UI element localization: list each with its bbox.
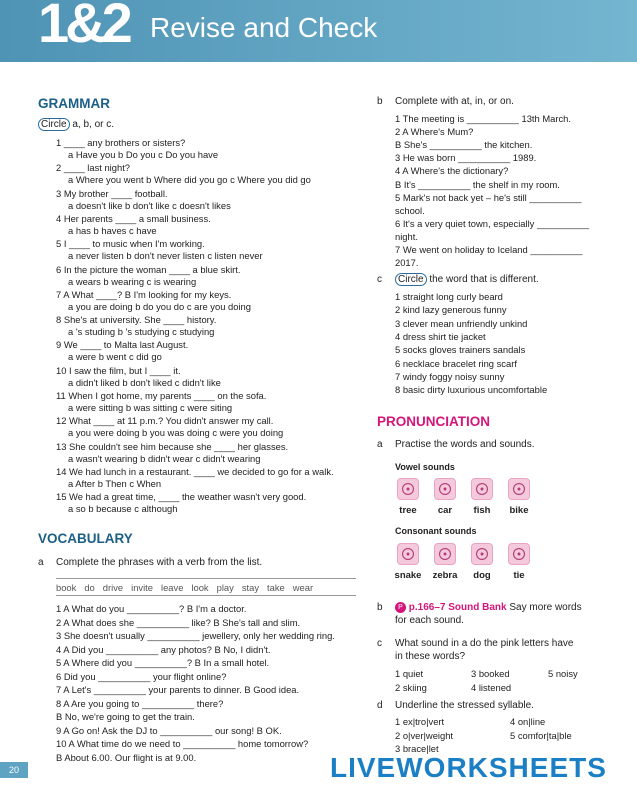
sound-word: bike <box>509 505 529 516</box>
grammar-question: 5 I ____ to music when I'm working. <box>56 238 205 250</box>
unit-number: 1&2 <box>38 0 129 54</box>
sound-word: snake <box>394 570 422 581</box>
grammar-question: 15 We had a great time, ____ the weather wasn't very good. <box>56 491 307 503</box>
pron-c-instruction: What sound in a do the pink letters have <box>395 638 574 649</box>
pron-d-label: d <box>377 700 383 711</box>
word-list-item: wear <box>292 582 314 593</box>
vocab-a-item: 9 A Go on! Ask the DJ to __________ our song! B OK. <box>56 724 282 736</box>
vocab-a-item: 6 Did you __________ your flight online? <box>56 670 227 682</box>
pron-d-item-5: 5 comfor|ta|ble <box>510 730 572 741</box>
grammar-question: 10 I saw the film, but I ____ it. <box>56 364 181 376</box>
vocab-c-instruction: Circle the word that is different. <box>395 274 539 287</box>
pron-d-item-3: 3 brace|let <box>395 743 439 754</box>
vocabulary-heading: VOCABULARY <box>38 531 133 546</box>
grammar-options: a 's studing b 's studying c studying <box>68 326 215 338</box>
vocab-a-item: 10 A What time do we need to __________ home tomorrow? <box>56 738 309 749</box>
vocab-b-item: night. <box>395 230 418 242</box>
vocab-a-item: 7 A Let's __________ your parents to dinner. B Good idea. <box>56 684 300 695</box>
vocab-a-item: 5 A Where did you __________? B In a small hotel. <box>56 657 270 668</box>
grammar-options: a you were doing b you was doing c were you doing <box>68 427 284 439</box>
vocab-a-label: a <box>38 557 44 568</box>
vocab-b-item: 7 We went on holiday to Iceland __________ <box>395 244 583 255</box>
grammar-instruction: Circle a, b, or c. <box>38 119 114 132</box>
grammar-question: 3 My brother ____ football. <box>56 187 168 199</box>
sound-word: car <box>437 505 453 516</box>
vocab-c-item: 1 straight long curly beard <box>395 291 503 302</box>
pron-c-label: c <box>377 638 382 649</box>
sound-word: tree <box>399 505 417 516</box>
grammar-options: a never listen b don't never listen c listen never <box>68 250 263 262</box>
word-list-item: take <box>267 582 285 593</box>
sound-picture-icon <box>508 478 530 500</box>
pron-c-item-4: 4 listened <box>471 682 512 693</box>
circle-word: Circle <box>38 118 70 131</box>
grammar-question: 4 Her parents ____ a small business. <box>56 212 211 224</box>
pron-b-instruction: P p.166–7 Sound Bank Say more words <box>395 602 582 615</box>
vocab-a-item: 1 A What do you __________? B I'm a doctor. <box>56 603 247 614</box>
grammar-options: a so b because c although <box>68 503 178 515</box>
grammar-options: a you are doing b do you do c are you doing <box>68 300 251 312</box>
pron-b-instruction-2: for each sound. <box>395 615 464 626</box>
vocab-c-item: 7 windy foggy noisy sunny <box>395 370 505 382</box>
vocab-a-item: 8 A Are you going to __________ there? <box>56 697 224 709</box>
word-list-item: do <box>84 582 95 593</box>
vocab-c-item: 2 kind lazy generous funny <box>395 304 507 316</box>
pron-a-instruction: Practise the words and sounds. <box>395 439 535 450</box>
page-header <box>0 0 637 62</box>
grammar-options: a Where you went b Where did you go c Where you did go <box>68 174 311 186</box>
grammar-question: 8 She's at university. She ____ history. <box>56 314 217 326</box>
pron-d-item-1: 1 ex|tro|vert <box>395 716 445 727</box>
word-list-item: book <box>56 582 77 593</box>
word-list-item: stay <box>241 582 260 593</box>
vocab-b-item: B It's __________ the shelf in my room. <box>395 178 560 190</box>
vocab-b-instruction: Complete with at, in, or on. <box>395 96 514 107</box>
pron-c-item-1: 1 quiet <box>395 668 424 679</box>
grammar-options: a were b went c did go <box>68 351 162 363</box>
grammar-question: 7 A What ____? B I'm looking for my keys. <box>56 288 232 300</box>
vocab-c-label: c <box>377 274 382 285</box>
grammar-options: a Have you b Do you c Do you have <box>68 149 219 160</box>
vocab-a-instruction: Complete the phrases with a verb from the list. <box>56 557 263 568</box>
page-number: 20 <box>0 762 28 778</box>
sound-picture-icon <box>434 478 456 500</box>
vocab-b-item: school. <box>395 204 425 216</box>
vocab-a-item: B About 6.00. Our flight is at 9.00. <box>56 751 197 763</box>
grammar-question: 14 We had lunch in a restaurant. ____ we decided to go for a walk. <box>56 465 334 477</box>
vocab-b-item: 4 A Where's the dictionary? <box>395 165 509 177</box>
pron-c-item-3: 3 booked <box>471 668 510 679</box>
vocab-b-item: 2 A Where's Mum? <box>395 126 474 138</box>
sound-picture-icon <box>397 478 419 500</box>
vocab-c-item: 3 clever mean unfriendly unkind <box>395 317 528 329</box>
grammar-question: 6 In the picture the woman ____ a blue skirt. <box>56 263 241 275</box>
vocab-a-item: B No, we're going to get the train. <box>56 711 195 722</box>
word-list-item: drive <box>102 582 124 593</box>
sound-word: zebra <box>432 570 458 581</box>
vocab-b-item: B She's __________ the kitchen. <box>395 139 533 151</box>
pron-d-instruction: Underline the stressed syllable. <box>395 700 534 711</box>
vocab-c-item: 8 basic dirty luxurious uncomfortable <box>395 384 548 396</box>
word-list-item: play <box>216 582 234 593</box>
page-title: Revise and Check <box>150 12 378 43</box>
grammar-options: a wears b wearing c is wearing <box>68 275 197 287</box>
pronunciation-heading: PRONUNCIATION <box>377 414 490 429</box>
grammar-options: a wasn't wearing b didn't wear c didn't wearing <box>68 452 261 464</box>
pron-d-item-4: 4 on|line <box>510 716 546 727</box>
sound-word: tie <box>513 570 525 581</box>
vocab-b-label: b <box>377 96 383 107</box>
pron-c-item-5: 5 noisy <box>548 668 578 679</box>
word-list-item: look <box>191 582 209 593</box>
sound-bank-link[interactable]: p.166–7 Sound Bank <box>408 602 507 614</box>
grammar-options: a has b haves c have <box>68 224 157 236</box>
vocab-a-item: 4 A Did you __________ any photos? B No, I didn't. <box>56 643 271 655</box>
sound-picture-icon <box>397 543 419 565</box>
vocab-b-item: 6 It's a very quiet town, especially __________ <box>395 217 590 229</box>
p-badge-icon: P <box>395 602 406 613</box>
grammar-options: a doesn't like b don't like c doesn't likes <box>68 199 231 211</box>
pron-a-label: a <box>377 439 383 450</box>
grammar-options: a After b Then c When <box>68 477 162 489</box>
vocab-a-item: 3 She doesn't usually __________ jewellery, only her wedding ring. <box>56 630 335 641</box>
sound-picture-icon <box>471 543 493 565</box>
grammar-question: 13 She couldn't see him because she ____ her glasses. <box>56 440 289 452</box>
grammar-question: 1 ____ any brothers or sisters? <box>56 137 186 148</box>
word-list-item: leave <box>161 582 184 593</box>
pron-c-instruction-2: in these words? <box>395 651 466 662</box>
vocab-c-item: 4 dress shirt tie jacket <box>395 330 486 342</box>
sound-picture-icon <box>508 543 530 565</box>
word-list-item: invite <box>131 582 153 593</box>
pron-b-label: b <box>377 602 383 613</box>
pron-d-item-2: 2 o|ver|weight <box>395 730 454 741</box>
vocab-c-item: 5 socks gloves trainers sandals <box>395 344 526 356</box>
pron-c-item-2: 2 skiing <box>395 682 427 693</box>
sound-picture-icon <box>471 478 493 500</box>
grammar-question: 9 We ____ to Malta last August. <box>56 339 189 351</box>
grammar-options: a didn't liked b don't liked c didn't like <box>68 376 221 388</box>
vocab-b-item: 5 Mark's not back yet – he's still __________ <box>395 191 582 203</box>
sound-picture-icon <box>434 543 456 565</box>
grammar-options: a were sitting b was sitting c were siting <box>68 402 233 413</box>
grammar-question: 11 When I got home, my parents ____ on the sofa. <box>56 390 267 401</box>
consonant-heading: Consonant sounds <box>395 526 477 536</box>
vocab-b-item: 1 The meeting is __________ 13th March. <box>395 113 571 124</box>
vocab-c-item: 6 necklace bracelet ring scarf <box>395 357 517 369</box>
word-list <box>56 578 356 596</box>
grammar-heading: GRAMMAR <box>38 96 110 111</box>
circle-word: Circle <box>395 273 427 286</box>
sound-word: fish <box>473 505 491 516</box>
sound-word: dog <box>473 570 491 581</box>
grammar-question: 2 ____ last night? <box>56 162 131 174</box>
grammar-question: 12 What ____ at 11 p.m.? You didn't answer my call. <box>56 415 274 427</box>
vowel-heading: Vowel sounds <box>395 462 455 472</box>
liveworksheets-logo: LIVEWORKSHEETS <box>330 752 607 783</box>
vocab-b-item: 2017. <box>395 257 419 269</box>
vocab-a-item: 2 A What does she __________ like? B She's tall and slim. <box>56 616 301 628</box>
vocab-b-item: 3 He was born __________ 1989. <box>395 152 537 164</box>
